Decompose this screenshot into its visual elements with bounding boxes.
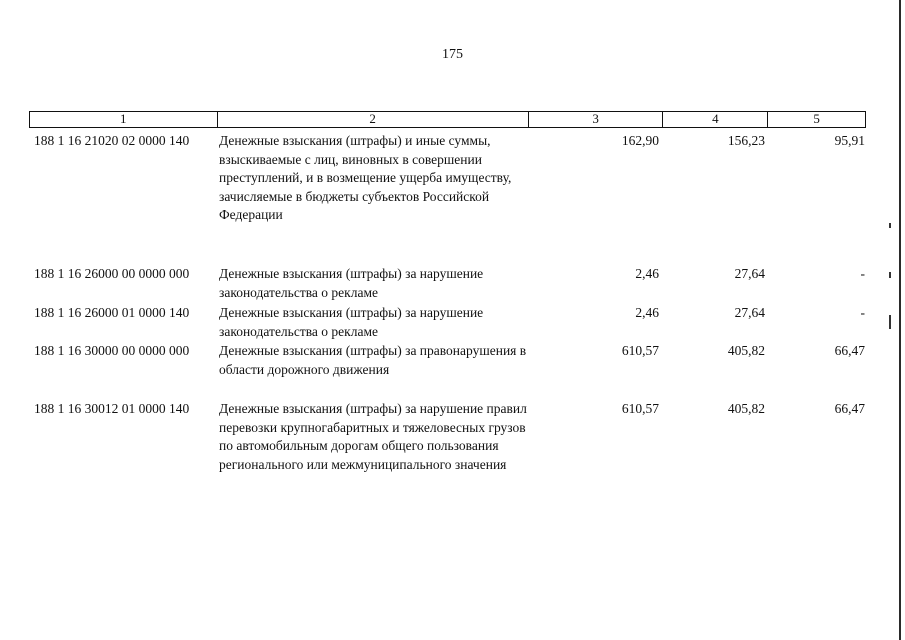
header-col-5: 5 — [813, 111, 820, 126]
row-value-4: 405,82 — [727, 401, 765, 416]
row-code: 188 1 16 26000 00 0000 000 — [34, 266, 190, 281]
row-value-5: 66,47 — [834, 401, 865, 416]
row-description: Денежные взыскания (штрафы) за нарушение законодательства о рекламе — [219, 266, 484, 300]
table-header — [29, 111, 866, 128]
row-value-5: - — [860, 305, 865, 320]
row-code: 188 1 16 21020 02 0000 140 — [34, 133, 190, 148]
header-col-4: 4 — [663, 112, 768, 127]
row-value-5: 66,47 — [834, 343, 865, 358]
header-col-2: 2 — [218, 112, 529, 127]
row-value-3: 610,57 — [621, 401, 659, 416]
row-code: 188 1 16 26000 01 0000 140 — [34, 305, 190, 320]
row-value-4: 156,23 — [727, 133, 765, 148]
header-col-3: 3 — [529, 112, 664, 127]
row-value-5: - — [860, 266, 865, 281]
row-value-4: 405,82 — [727, 343, 765, 358]
row-value-4: 27,64 — [734, 305, 765, 320]
row-code: 188 1 16 30000 00 0000 000 — [34, 343, 190, 358]
row-value-3: 2,46 — [635, 266, 659, 281]
row-description: Денежные взыскания (штрафы) за правонарушения в области дорожного движения — [219, 343, 527, 377]
row-value-3: 162,90 — [621, 133, 659, 148]
row-value-3: 610,57 — [621, 343, 659, 358]
scan-mark — [889, 272, 891, 278]
page-number: 175 — [442, 47, 463, 62]
row-value-4: 27,64 — [734, 266, 765, 281]
scan-mark — [889, 223, 891, 228]
row-description: Денежные взыскания (штрафы) за нарушение правил перевозки крупногабаритных и тяжеловесных грузов по автомобильным дорогам общего пользования регионального или межмуниципального значения — [219, 401, 527, 472]
scan-edge-line — [899, 0, 901, 640]
row-description: Денежные взыскания (штрафы) за нарушение законодательства о рекламе — [219, 305, 484, 339]
header-col-1: 1 — [30, 112, 218, 127]
scan-mark — [889, 315, 891, 329]
row-code: 188 1 16 30012 01 0000 140 — [34, 401, 190, 416]
row-value-3: 2,46 — [635, 305, 659, 320]
row-value-5: 95,91 — [834, 133, 865, 148]
row-description: Денежные взыскания (штрафы) и иные суммы, взыскиваемые с лиц, виновных в совершении преступлений, и в возмещение ущерба имуществу, зачисляемые в бюджеты субъектов Российской Федерации — [219, 133, 512, 222]
